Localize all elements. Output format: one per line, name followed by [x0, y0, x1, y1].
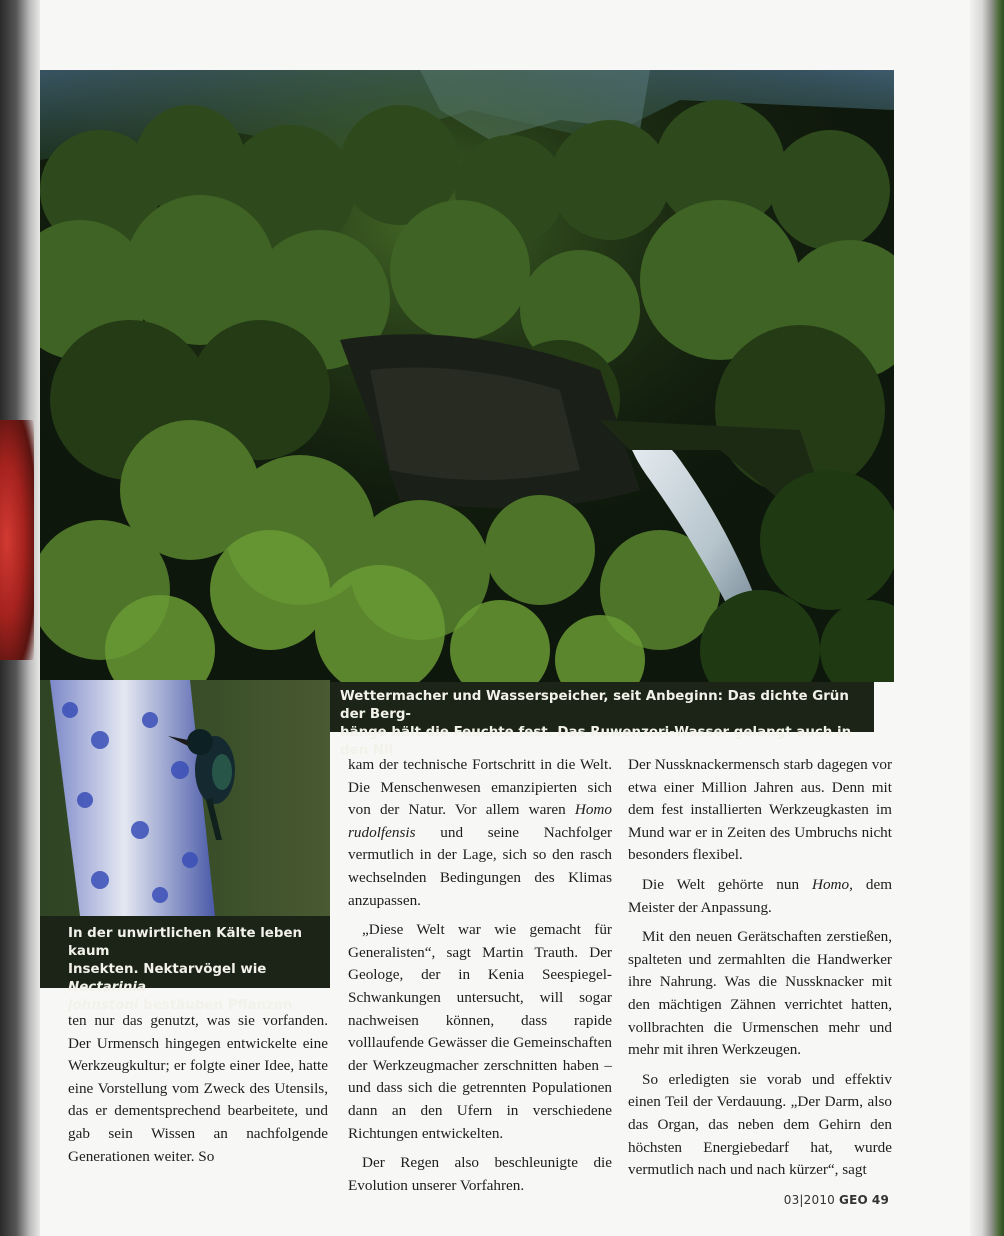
adjacent-page-photo-edge: [0, 420, 34, 660]
inset-photo-caption: [40, 916, 330, 1013]
species-name-epithet: johnstoni: [68, 998, 139, 1013]
issue-date: 03|2010: [783, 1193, 835, 1207]
inset-photo: [40, 680, 330, 916]
inset-caption-line1: In der unwirtlichen Kälte leben kaum: [68, 926, 303, 959]
page-binding-right: [970, 0, 1004, 1236]
text-column-3: [628, 754, 892, 1182]
paragraph: „Diese Welt war wie gemacht für Generalisten“, sagt Martin Trauth. Der Geologe, der in Kenia Seespiegel-Schwankungen untersucht, will sogar nachweisen können, dass rapide volllaufende Gewässer die Gemeinschaften der Werkzeugmacher zerschnitten haben – und dass sich die getrennten Populationen dann an den Ufern in verschiedene Richtungen entwickelten.: [348, 921, 612, 1142]
page-binding-left: [0, 0, 40, 1236]
paragraph: Der Regen also beschleunigte die Evolution unserer Vorfahren.: [348, 1154, 612, 1194]
paragraph-text: dem Meister der Anpassung.: [628, 875, 893, 916]
page-number: 49: [871, 1193, 889, 1207]
paragraph: [348, 754, 612, 912]
main-photo-caption: [330, 682, 874, 758]
paragraph: ten nur das genutzt, was sie vorfanden. Der Urmensch hingegen entwickelte eine Werkzeugkultur; er folgte einer Idee, hatte eine Vorstellung vom Zweck des Utensils, das er dementsprechend bearbeitete, und gab sein Wissen an nachfolgende Generationen weiter. So: [68, 1012, 328, 1165]
page-folio: [784, 1193, 889, 1207]
main-caption-line1: Wettermacher und Wasserspeicher, seit Anbeginn: Das dichte Grün der Berg-: [340, 689, 849, 722]
paragraph: So erledigten sie vorab und effektiv einen Teil der Verdauung. „Der Darm, also das Organ, das neben dem Gehirn den höchsten Energiebedarf hat, wurde vermutlich nach und nach kürzer“, sagt: [628, 1070, 892, 1179]
paragraph: Der Nussknackermensch starb dagegen vor etwa einer Million Jahren aus. Denn mit dem fest installierten Werkzeugkasten im Mund war er in Zeiten des Umbruchs nicht besonders flexibel.: [628, 756, 892, 864]
sunbird-lobelia-illustration: [40, 680, 330, 916]
paragraph-text: kam der technische Fortschritt in die Welt. Die Menschenwesen emanzipierten sich von der Natur. Vor allem waren: [348, 756, 612, 819]
paragraph: Mit den neuen Gerätschaften zerstießen, spalteten und zermahlten die Handwerker ihre Nahrung. Was die Nussknacker mit den mächtigen Zähnen verrichtet hatten, vollbrachten die Urmenschen mehr und mehr mit ihren Werkzeugen.: [628, 928, 892, 1059]
species-name-genus: Nectarinia: [68, 980, 147, 995]
paragraph-text: Die Welt gehörte nun: [642, 875, 800, 893]
main-caption-line2: hänge hält die Feuchte fest. Das Ruwenzori-Wasser gelangt auch in den Nil: [340, 725, 852, 758]
main-photo: [40, 70, 894, 682]
inset-caption-line2: Insekten. Nektarvögel wie: [68, 962, 267, 977]
text-column-2: [348, 754, 612, 1197]
paragraph-text: und seine Nachfolger vermutlich in der Lage, sich so den rasch wechselnden Bedingungen des Klimas anzupassen.: [348, 823, 613, 909]
species-name: Homo rudolfensis: [348, 801, 612, 841]
magazine-brand: GEO: [839, 1193, 868, 1207]
inset-caption-line3: bestäuben Pflanzen: [143, 998, 293, 1013]
forest-waterfall-illustration: [40, 70, 894, 682]
paragraph: [628, 874, 892, 919]
species-name: Homo,: [812, 875, 853, 893]
text-column-1: [68, 1010, 328, 1168]
